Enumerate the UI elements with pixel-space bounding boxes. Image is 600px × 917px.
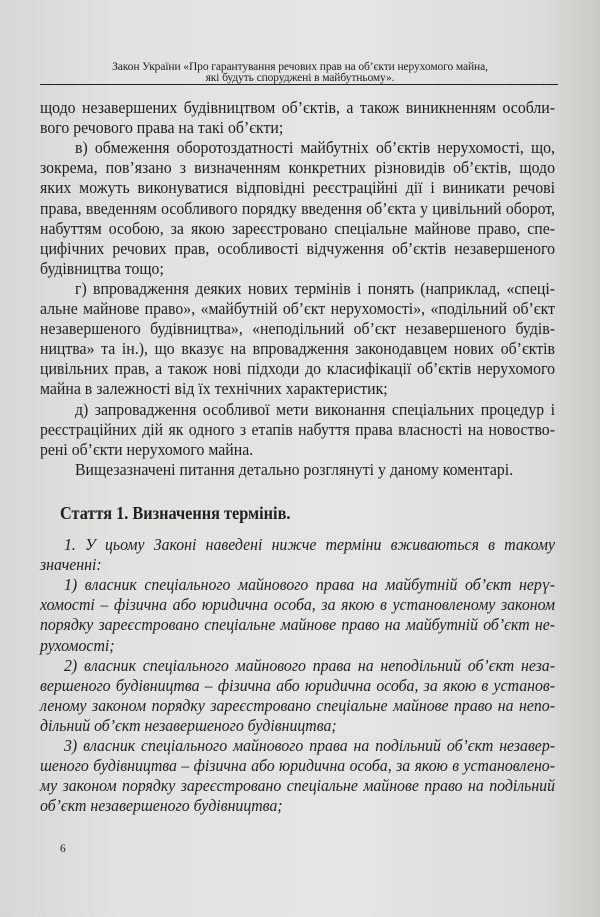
article-text-line: леному законом порядку зареєстровано спеціальне майнове право на непо- bbox=[40, 695, 555, 715]
running-header-line-2: які будуть споруджені в майбутньому». bbox=[205, 72, 395, 84]
article-text-line: 1) власник спеціального майнового права на майбутній об’єкт нерү- bbox=[64, 575, 555, 595]
body-text-line: незавершеного будівництва», «неподільний об’єкт незавершеного будів- bbox=[40, 319, 555, 339]
article-text-line: значенні: bbox=[40, 555, 102, 575]
article-text-line: 3) власник спеціального майнового права на подільний об’єкт незавер- bbox=[64, 736, 555, 755]
page-number: 6 bbox=[60, 843, 66, 855]
body-text-line: права, введенням особливого порядку введення об’єкта у цивільний оборот, bbox=[40, 198, 555, 218]
article-text-line: хомості – фізична або юридична особа, за якою в установленому законом bbox=[40, 595, 555, 615]
article-text-line: 1. У цьому Законі наведені нижче терміни вживаються в такому bbox=[64, 535, 555, 554]
body-text-line: реєстраційних дій як одного з етапів набуття права власності на новоство- bbox=[40, 419, 555, 439]
body-text-line: рені об’єкти нерухомого майна. bbox=[40, 439, 254, 459]
body-text-line: Вищезазначені питання детально розглянуті у даному коментарі. bbox=[75, 459, 514, 479]
body-text-line: цивільних прав, а також нові підходи до класифікації об’єктів нерухомого bbox=[40, 359, 555, 379]
article-text-line: об’єкт незавершеного будівництва; bbox=[40, 796, 283, 816]
article-text-line: му законом порядку зареєстровано спеціальне майнове право на подільний bbox=[40, 776, 555, 796]
article-text-line: вершеного будівництва – фізична або юридична особа, за якою в установ- bbox=[40, 675, 555, 695]
body-text-line: будівництва тощо; bbox=[40, 258, 164, 278]
body-text-line: майна в залежності від їх технічних характеристик; bbox=[40, 379, 388, 399]
article-text-line: рухомості; bbox=[40, 635, 115, 655]
body-text-line: яких можуть виконуватися відповідні реєстраційні дії і виникати речові bbox=[40, 178, 555, 198]
article-text-line: дільний об’єкт незавершеного будівництва; bbox=[40, 715, 337, 735]
article-text-line: 2) власник спеціального майнового права на неподільний об’єкт неза- bbox=[64, 655, 555, 675]
body-text-line: набуттям особою, за якою зареєстровано спеціальне майнове право, спе- bbox=[40, 218, 555, 238]
header-divider bbox=[40, 84, 558, 85]
body-text-line: альне майнове право», «майбутній об’єкт нерухомості», «подільний об’єкт bbox=[40, 299, 555, 318]
body-text-line: д) запровадження особливої мети виконання спеціальних процедур і bbox=[75, 399, 555, 419]
article-text-line: шеного будівництва – фізична або юридична особа, за якою в установлено- bbox=[40, 756, 555, 776]
article-text-line: порядку зареєстровано спеціальне майнове право на майбутній об’єкт не- bbox=[40, 615, 555, 635]
body-text-line: цифічних речових прав, особливості відчуження об’єктів незавершеного bbox=[40, 238, 555, 258]
body-text-line: ництва» та ін.), що вказує на впровадження законодавцем нових об’єктів bbox=[40, 339, 555, 359]
body-text-line: зокрема, пов’язано з визначенням конкретних різновидів об’єктів, щодо bbox=[40, 158, 555, 178]
article-heading: Стаття 1. Визначення термінів. bbox=[60, 503, 291, 523]
body-text-line: щодо незавершених будівництвом об’єктів, а також виникненням особли- bbox=[40, 98, 555, 117]
body-text-line: вого речового права на такі об’єкти; bbox=[40, 118, 284, 138]
body-text-line: г) впровадження деяких нових термінів і понять (наприклад, «спеці- bbox=[75, 278, 555, 298]
running-header-line-1: Закон України «Про гарантування речових прав на об’єкти нерухомого майна, bbox=[112, 61, 488, 73]
body-text-line: в) обмеження оборотоздатності майбутніх об’єктів нерухомості, що, bbox=[75, 138, 555, 158]
